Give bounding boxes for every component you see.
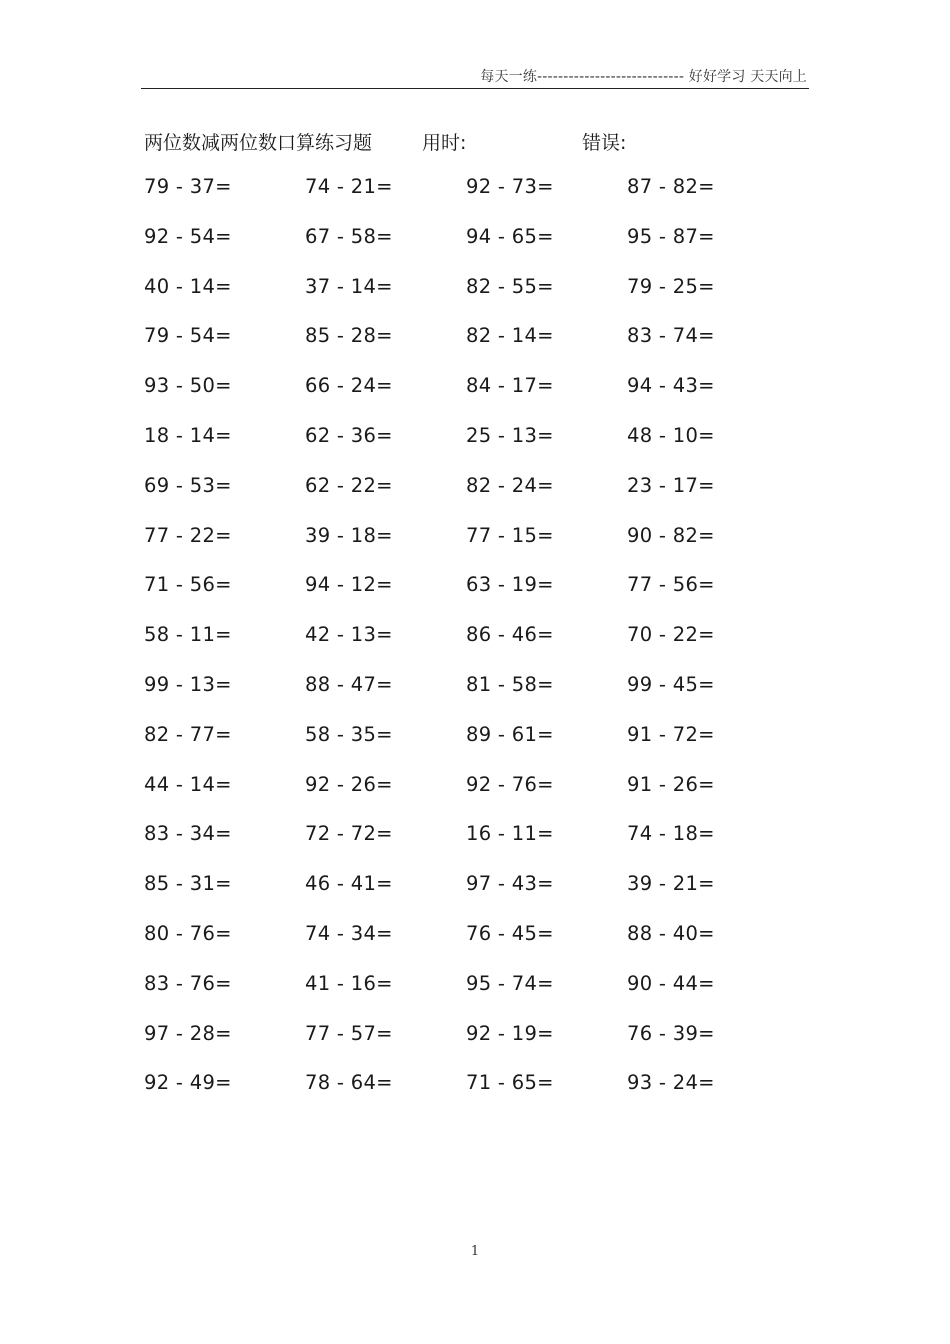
- problem-item: 85 - 31=: [144, 872, 232, 896]
- problem-item: 82 - 14=: [466, 324, 554, 348]
- problem-item: 77 - 57=: [305, 1021, 393, 1045]
- problem-item: 69 - 53=: [144, 473, 232, 497]
- problem-item: 92 - 19=: [466, 1021, 554, 1045]
- problem-item: 99 - 13=: [144, 672, 232, 696]
- problem-item: 58 - 11=: [144, 623, 232, 647]
- problem-item: 97 - 43=: [466, 872, 554, 896]
- problem-item: 62 - 22=: [305, 473, 393, 497]
- problem-row: [0, 922, 950, 972]
- problem-item: 90 - 44=: [627, 971, 715, 995]
- problem-item: 91 - 26=: [627, 772, 715, 796]
- problem-item: 88 - 40=: [627, 921, 715, 945]
- problem-item: 63 - 19=: [466, 573, 554, 597]
- worksheet-title: 两位数减两位数口算练习题: [144, 132, 373, 154]
- problem-item: 70 - 22=: [627, 623, 715, 647]
- problem-item: 88 - 47=: [305, 672, 393, 696]
- problem-row: [0, 673, 950, 723]
- problem-row: [0, 275, 950, 325]
- problem-row: [0, 872, 950, 922]
- problem-item: 92 - 73=: [466, 175, 554, 198]
- problem-item: 94 - 12=: [305, 573, 393, 597]
- problem-item: 86 - 46=: [466, 623, 554, 647]
- problem-item: 62 - 36=: [305, 423, 393, 447]
- problem-item: 39 - 18=: [305, 523, 393, 547]
- error-label: 错误:: [582, 132, 627, 154]
- problem-row: [0, 225, 950, 275]
- problem-item: 93 - 24=: [627, 1071, 715, 1095]
- problem-item: 66 - 24=: [305, 374, 393, 398]
- problem-item: 84 - 17=: [466, 374, 554, 398]
- problem-item: 58 - 35=: [305, 722, 393, 746]
- problem-item: 25 - 13=: [466, 423, 554, 447]
- problem-item: 77 - 56=: [627, 573, 715, 597]
- problem-item: 74 - 21=: [305, 175, 393, 198]
- problem-item: 46 - 41=: [305, 872, 393, 896]
- problem-item: 95 - 74=: [466, 971, 554, 995]
- problem-row: [0, 723, 950, 773]
- problem-item: 42 - 13=: [305, 623, 393, 647]
- problem-item: 78 - 64=: [305, 1071, 393, 1095]
- problem-row: [0, 822, 950, 872]
- page-header: [141, 62, 809, 89]
- problem-row: [0, 573, 950, 623]
- problem-item: 41 - 16=: [305, 971, 393, 995]
- problem-row: [0, 972, 950, 1022]
- problem-row: [0, 1071, 950, 1121]
- problem-item: 91 - 72=: [627, 722, 715, 746]
- problem-item: 76 - 39=: [627, 1021, 715, 1045]
- problem-item: 79 - 54=: [144, 324, 232, 348]
- problem-item: 77 - 22=: [144, 523, 232, 547]
- problem-item: 23 - 17=: [627, 473, 715, 497]
- problem-item: 16 - 11=: [466, 822, 554, 846]
- problem-item: 44 - 14=: [144, 772, 232, 796]
- problem-item: 97 - 28=: [144, 1021, 232, 1045]
- problem-item: 71 - 56=: [144, 573, 232, 597]
- time-label: 用时:: [422, 132, 467, 154]
- problem-row: [0, 374, 950, 424]
- problem-item: 87 - 82=: [627, 175, 715, 198]
- problem-item: 82 - 55=: [466, 274, 554, 298]
- problem-item: 79 - 37=: [144, 175, 232, 198]
- problem-item: 71 - 65=: [466, 1071, 554, 1095]
- page-number: 1: [470, 1244, 480, 1259]
- problem-grid: [0, 175, 950, 1121]
- problem-item: 92 - 54=: [144, 224, 232, 248]
- problem-item: 83 - 34=: [144, 822, 232, 846]
- problem-item: 92 - 76=: [466, 772, 554, 796]
- problem-item: 40 - 14=: [144, 274, 232, 298]
- problem-item: 76 - 45=: [466, 921, 554, 945]
- problem-item: 95 - 87=: [627, 224, 715, 248]
- problem-row: [0, 474, 950, 524]
- problem-item: 85 - 28=: [305, 324, 393, 348]
- problem-item: 90 - 82=: [627, 523, 715, 547]
- problem-item: 99 - 45=: [627, 672, 715, 696]
- problem-item: 93 - 50=: [144, 374, 232, 398]
- problem-row: [0, 623, 950, 673]
- problem-item: 18 - 14=: [144, 423, 232, 447]
- problem-item: 92 - 26=: [305, 772, 393, 796]
- problem-item: 81 - 58=: [466, 672, 554, 696]
- problem-item: 39 - 21=: [627, 872, 715, 896]
- problem-item: 83 - 74=: [627, 324, 715, 348]
- problem-item: 74 - 34=: [305, 921, 393, 945]
- problem-item: 94 - 65=: [466, 224, 554, 248]
- problem-row: [0, 1022, 950, 1072]
- problem-row: [0, 773, 950, 823]
- problem-row: [0, 524, 950, 574]
- problem-row: [0, 424, 950, 474]
- problem-item: 82 - 24=: [466, 473, 554, 497]
- problem-item: 92 - 49=: [144, 1071, 232, 1095]
- problem-item: 77 - 15=: [466, 523, 554, 547]
- problem-item: 67 - 58=: [305, 224, 393, 248]
- problem-item: 48 - 10=: [627, 423, 715, 447]
- problem-item: 37 - 14=: [305, 274, 393, 298]
- worksheet-title-row: [0, 128, 950, 158]
- header-text: 每天一练---------------------------- 好好学习 天天向上: [480, 69, 807, 85]
- problem-item: 89 - 61=: [466, 722, 554, 746]
- problem-item: 72 - 72=: [305, 822, 393, 846]
- problem-item: 83 - 76=: [144, 971, 232, 995]
- problem-item: 79 - 25=: [627, 274, 715, 298]
- problem-item: 94 - 43=: [627, 374, 715, 398]
- problem-item: 80 - 76=: [144, 921, 232, 945]
- problem-item: 82 - 77=: [144, 722, 232, 746]
- problem-row: [0, 324, 950, 374]
- problem-item: 74 - 18=: [627, 822, 715, 846]
- problem-row: [0, 175, 950, 225]
